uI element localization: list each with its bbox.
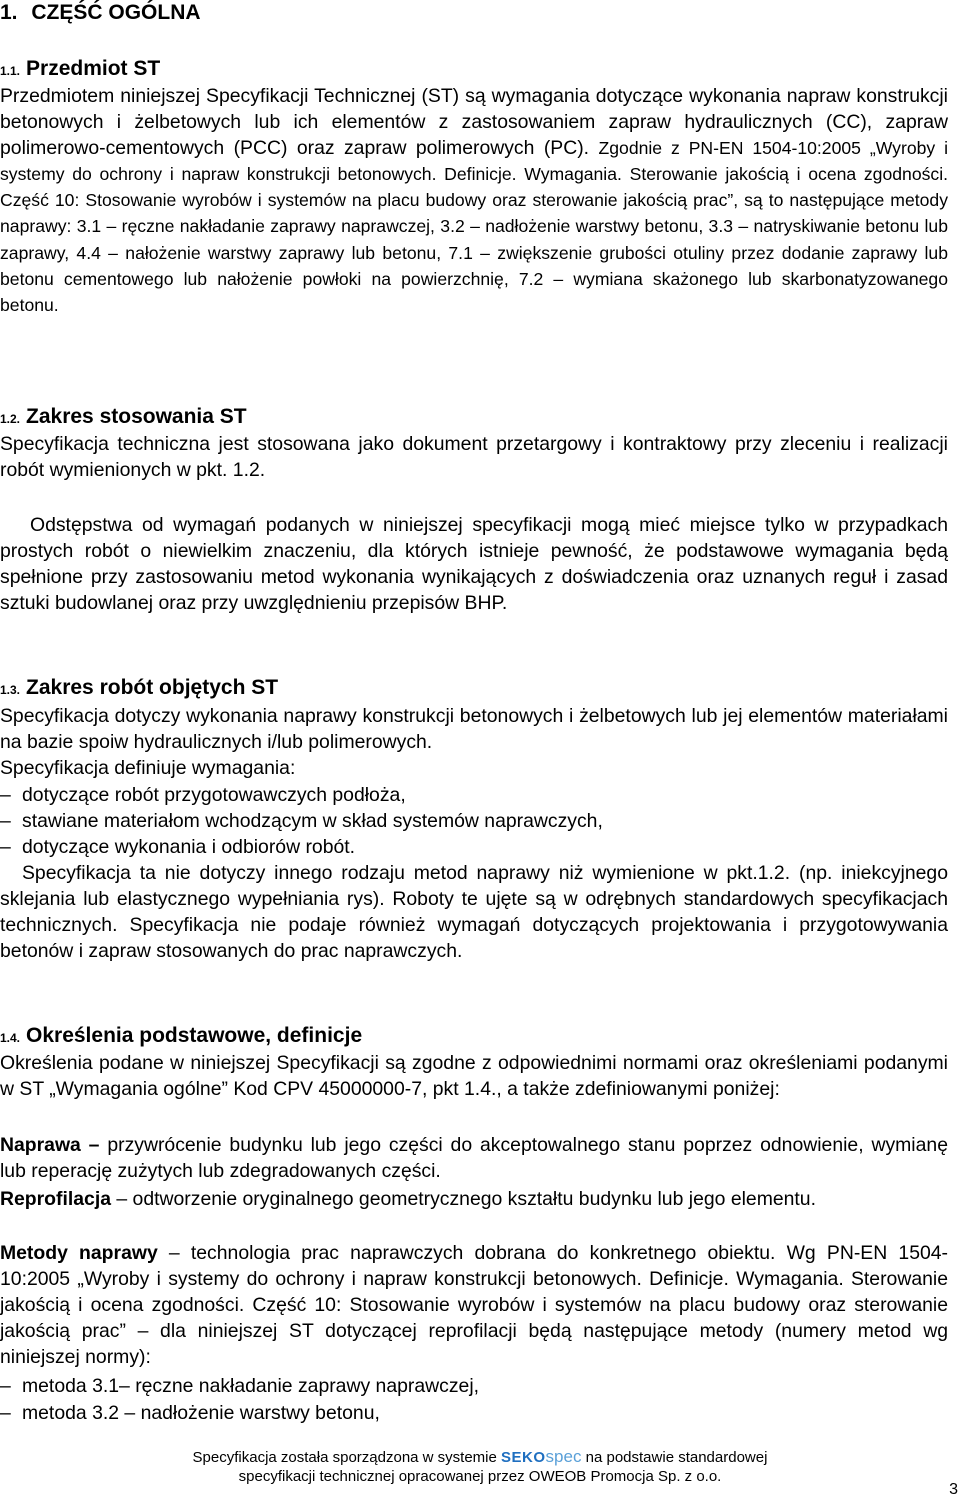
section-title: Przedmiot ST: [26, 57, 161, 80]
paragraph-definitions-intro: Określenia podane w niniejszej Specyfikacji są zgodne z odpowiednimi normami oraz określeniami podanymi w ST „Wymagania ogólne” Kod CPV 45000000-7, pkt 1.4., a także zdefiniowanymi poniżej:: [0, 1052, 948, 1101]
section-heading-1-4: [0, 1024, 362, 1048]
paragraph-requirements-intro: Specyfikacja definiuje wymagania:: [0, 757, 296, 779]
section-number: 1.4.: [0, 1031, 21, 1045]
requirement-item: – dotyczące wykonania i odbiorów robót.: [0, 836, 356, 858]
paragraph-deviations: Odstępstwa od wymagań podanych w niniejszej specyfikacji mogą mieć miejsce tylko w przypadkach prostych robót o niewielkim znaczeniu, dla których istnieje pewność, że podstawowe wymagania będą spełnione przy zastosowaniu metod wykonania wynikających z doświadczenia oraz uznanych reguł i zasad sztuki budowlanej oraz przy uwzględnieniu przepisów BHP.: [0, 514, 948, 615]
section-title: Zakres robót objętych ST: [26, 676, 279, 699]
method-item: – metoda 3.2 – nadłożenie warstwy betonu,: [0, 1402, 380, 1424]
section-heading-1-3: [0, 676, 278, 700]
definition-text: – technologia prac naprawczych dobrana do konkretnego obiektu. Wg PN-EN 1504-10:2005 „Wyroby i systemy do ochrony i napraw konstrukcji betonowych. Definicje. Wymagania. Sterowanie jakością i ocena zgodności. Część 10: Stosowanie wyrobów i systemów na placu budowy oraz sterowanie jakością prac” – dla niniejszej ST dotyczącej reprofilacji będą następujące metody (numery metod wg niniejszej normy):: [0, 1242, 948, 1369]
sekospec-logo: SEKOspec: [501, 1447, 582, 1466]
chapter-title: CZĘŚĆ OGÓLNA: [31, 1, 201, 24]
chapter-number: 1.: [0, 1, 18, 24]
page-footer: [0, 1447, 960, 1486]
section-title: Określenia podstawowe, definicje: [26, 1024, 363, 1047]
definition-term: Reprofilacja: [0, 1188, 111, 1210]
paragraph-subject: [0, 83, 948, 318]
definition-repair: [0, 1132, 948, 1184]
section-number: 1.3.: [0, 683, 21, 697]
paragraph-exclusions: Specyfikacja ta nie dotyczy innego rodzaju metod naprawy niż wymienione w pkt.1.2. (np. iniekcyjnego sklejania lub elastycznego wypełniania rys). Roboty te ujęte są w odrębnych standardowych specyfikacjach technicznych. Specyfikacja nie podaje również wymagań dotyczących projektowania i przygotowywania betonów i zapraw stosowanych do prac naprawczych.: [0, 862, 948, 963]
paragraph-subject-text: Przedmiotem niniejszej Specyfikacji Technicznej (ST) są wymagania dotyczące wykonania napraw konstrukcji betonowych i żelbetowych lub ich elementów z zastosowaniem zapraw hydraulicznych (CC), zapraw polimerowo-cementowych (PCC) oraz zapraw polimerowych (PC).: [0, 85, 948, 160]
section-number: 1.2.: [0, 412, 21, 426]
page-number: 3: [949, 1481, 958, 1498]
footer-line-1: Specyfikacja została sporządzona w systemie SEKOspec na podstawie standardowej: [192, 1447, 768, 1466]
paragraph-works-scope: Specyfikacja dotyczy wykonania naprawy konstrukcji betonowych i żelbetowych lub jej elementów materiałami na bazie spoiw hydraulicznych i/lub polimerowych.: [0, 705, 948, 754]
method-item: – metoda 3.1– ręczne nakładanie zaprawy naprawczej,: [0, 1375, 480, 1397]
section-heading-1-1: [0, 57, 160, 81]
definition-repair-methods: [0, 1240, 948, 1370]
chapter-heading: [0, 1, 201, 25]
definition-text: przywrócenie budynku lub jego części do akceptowalnego stanu poprzez odnowienie, wymianę lub reperację zużytych lub zdegradowanych części.: [0, 1134, 948, 1183]
footer-line-2: specyfikacji technicznej opracowanej przez OWEOB Promocja Sp. z o.o.: [238, 1468, 722, 1485]
definition-reprofiling: [0, 1186, 948, 1212]
paragraph-standard-text: Zgodnie z PN-EN 1504-10:2005 „Wyroby i systemy do ochrony i napraw konstrukcji betonowych. Definicje. Wymagania. Sterowanie jakością i ocena zgodności. Część 10: Stosowanie wyrobów i systemów na placu budowy oraz sterowanie jakością prac”, są to następujące metody naprawy: 3.1 – ręczne nakładanie zaprawy naprawczej, 3.2 – nadłożenie warstwy betonu, 3.3 – natryskiwanie betonu lub zaprawy, 4.4 – nałożenie warstwy zaprawy lub betonu, 7.1 – zwiększenie grubości otuliny przez dodanie zaprawy lub betonu cementowego lub nałożenie powłoki na powierzchnię, 7.2 – wymiana skażonego lub skarbonatyzowanego betonu.: [0, 138, 948, 315]
requirement-item: – dotyczące robót przygotowawczych podłoża,: [0, 784, 406, 806]
section-heading-1-2: [0, 405, 247, 429]
section-number: 1.1.: [0, 64, 21, 78]
paragraph-scope: Specyfikacja techniczna jest stosowana jako dokument przetargowy i kontraktowy przy zleceniu i realizacji robót wymienionych w pkt. 1.2.: [0, 433, 948, 482]
definition-term: Metody naprawy: [0, 1242, 158, 1264]
section-title: Zakres stosowania ST: [26, 405, 247, 428]
requirement-item: – stawiane materiałom wchodzącym w skład systemów naprawczych,: [0, 810, 603, 832]
definition-term: Naprawa –: [0, 1134, 100, 1156]
definition-text: – odtworzenie oryginalnego geometrycznego kształtu budynku lub jego elementu.: [116, 1188, 816, 1210]
